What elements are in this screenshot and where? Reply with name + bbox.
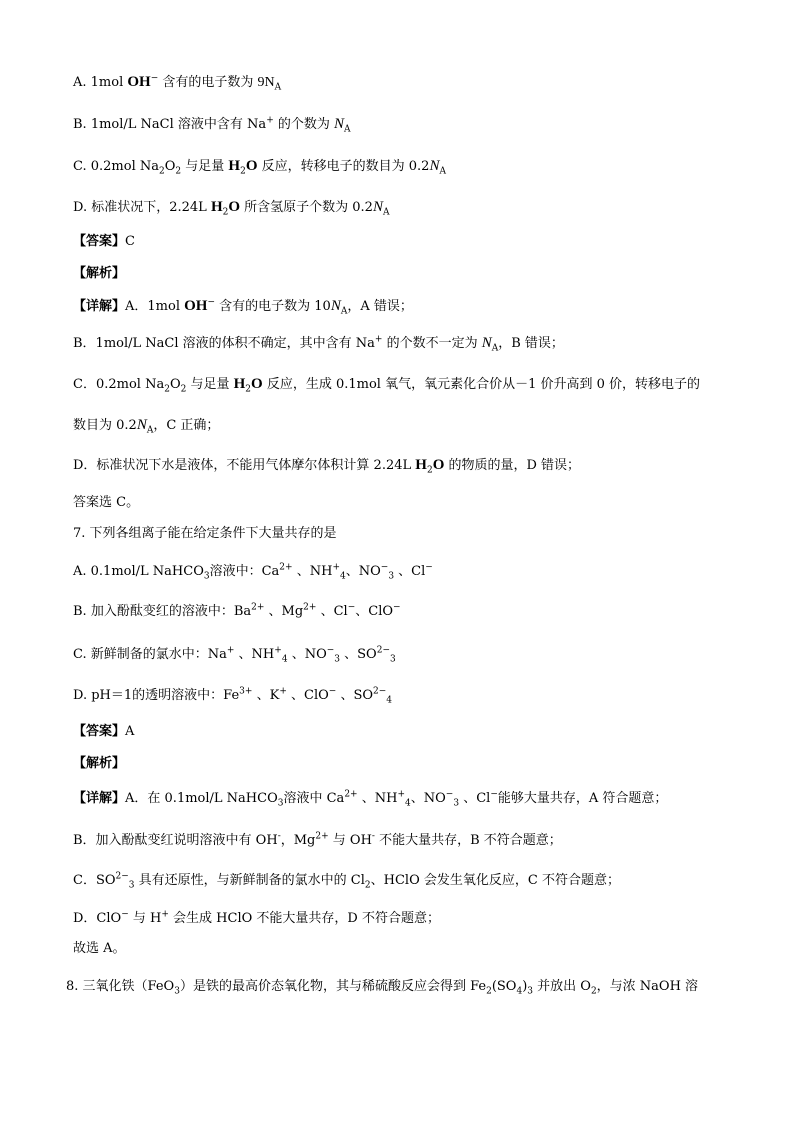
q6-conclusion: 答案选 C。 — [73, 495, 140, 510]
q6-option-c: C. 0.2mol $Na_2O_2$ 与足量 $H_2O$ 反应，转移电子的数目为 $0.2N_A$ — [73, 158, 446, 177]
q7-explain-c: C．$SO^{2-}_3$ 具有还原性，与新鲜制备的氯水中的 $Cl_2$、HClO 会发生氧化反应，C 不符合题意； — [73, 871, 620, 891]
q6-explain-b: B．1mol/L NaCl 溶液的体积不确定，其中含有 Na+ 的个数不一定为 $N_A$，B 错误； — [73, 334, 564, 354]
q6-explain-a: 【详解】A．1mol OH− 含有的电子数为 $10N_A$，A 错误； — [73, 297, 413, 317]
q7-option-b: B. 加入酚酞变红的溶液中：$Ba^{2+}$ 、$Mg^{2+}$ 、Cl−、ClO− — [73, 602, 401, 619]
q6-explain-d: D．标准状况下水是液体，不能用气体摩尔体积计算 2.24L $H_2O$ 的物质的量，D 错误； — [73, 457, 581, 476]
q7-conclusion: 故选 A。 — [73, 941, 126, 956]
q6-option-a: A. 1mol OH− 含有的电子数为 $9N_A$ — [73, 73, 282, 93]
q7-explain-b: B．加入酚酞变红说明溶液中有 OH-，$Mg^{2+}$ 与 OH- 不能大量共存，B 不符合题意； — [73, 831, 562, 848]
q7-answer: 【答案】A — [73, 724, 135, 739]
q7-explain-a: 【详解】A．在 0.1mol/L NaHCO$_3$溶液中 $Ca^{2+}$ 、$NH^+_4$、$NO^-_3$ 、Cl−能够大量共存，A 符合题意； — [73, 789, 668, 809]
q7-option-d: D. pH＝1的透明溶液中：$Fe^{3+}$ 、K+ 、ClO− 、$SO^{2-}_4$ — [73, 686, 393, 706]
q8-stem: 8. 三氧化铁（FeO$_3$）是铁的最高价态氧化物，其与稀硫酸反应会得到 $Fe_2(SO_4)_3$ 并放出 $O_2$，与浓 NaOH 溶 — [66, 979, 699, 997]
q7-explain-d: D．ClO− 与 H+ 会生成 HClO 不能大量共存，D 不符合题意； — [73, 909, 440, 926]
q6-answer: 【答案】C — [73, 234, 135, 249]
q7-option-a: A. 0.1mol/L NaHCO$_3$溶液中：$Ca^{2+}$ 、$NH^+_4$、$NO^-_3$ 、Cl− — [73, 562, 433, 582]
q6-explain-c-cont: 数目为 $0.2N_A$，C 正确； — [73, 417, 220, 436]
q6-option-b: B. 1mol/L NaCl 溶液中含有 Na+ 的个数为 $N_A$ — [73, 115, 351, 135]
q6-explain-c: C．0.2mol $Na_2O_2$ 与足量 $H_2O$ 反应，生成 0.1mol 氧气，氧元素化合价从－1 价升高到 0 价，转移电子的 — [73, 376, 701, 395]
q7-option-c: C. 新鲜制备的氯水中：Na+ 、$NH^+_4$ 、$NO^-_3$ 、$SO^{2-}_3$ — [73, 645, 396, 665]
q7-stem: 7. 下列各组离子能在给定条件下大量共存的是 — [73, 526, 337, 541]
q7-analysis-heading: 【解析】 — [73, 756, 126, 771]
q6-analysis-heading: 【解析】 — [73, 266, 126, 281]
q6-option-d: D. 标准状况下，2.24L $H_2O$ 所含氢原子个数为 $0.2N_A$ — [73, 199, 390, 218]
